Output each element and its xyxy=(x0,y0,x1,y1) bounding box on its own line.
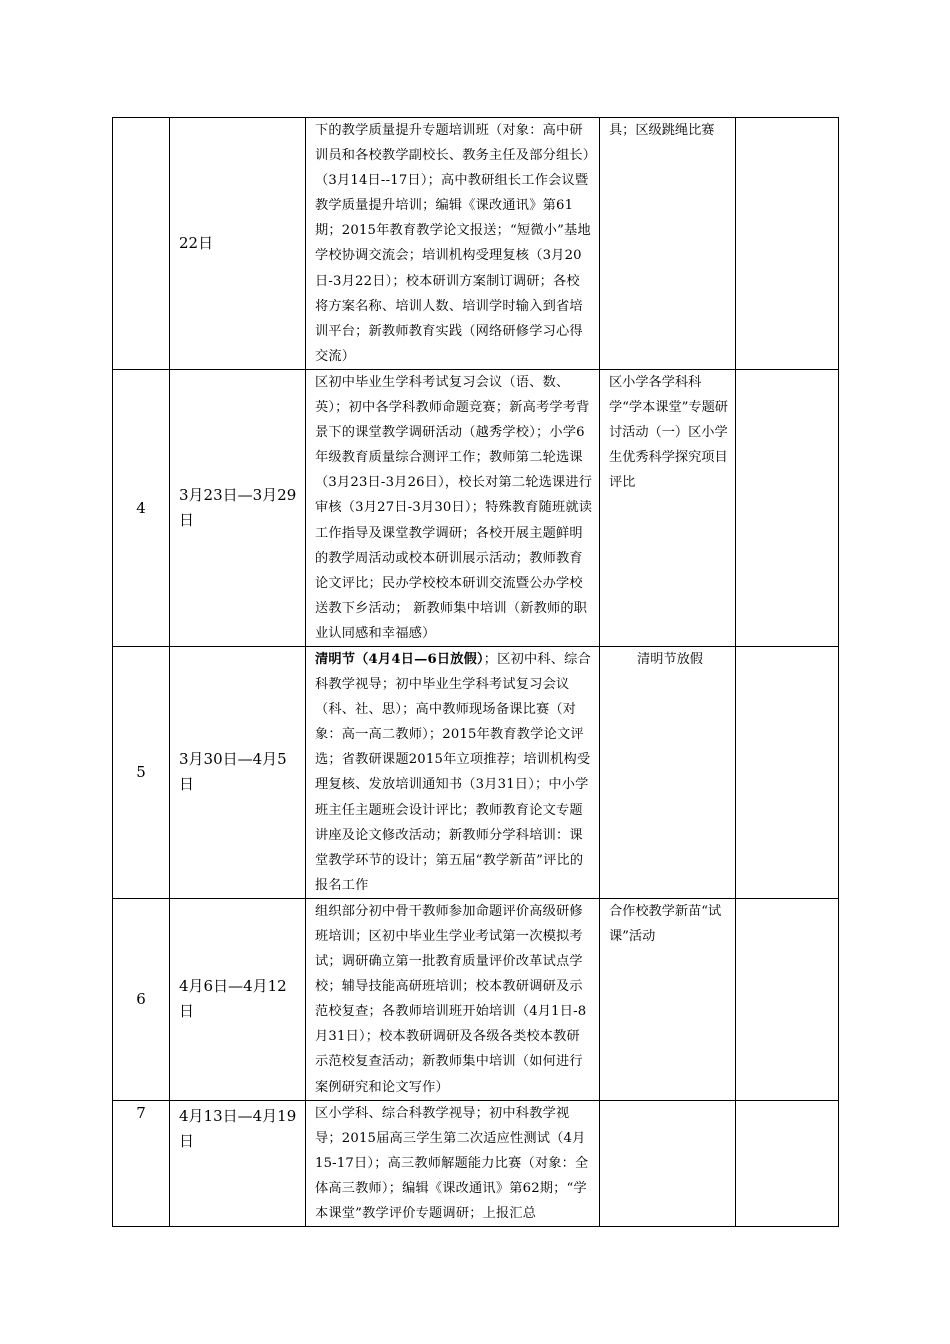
holiday-notice: 清明节（4月4日—6日放假） xyxy=(315,651,484,667)
date-cell: 4月6日—4月12日 xyxy=(170,898,306,1100)
note-cell xyxy=(736,646,839,898)
note-cell xyxy=(736,1100,839,1226)
date-cell: 3月30日—4月5日 xyxy=(170,646,306,898)
table-row xyxy=(113,369,839,646)
date-cell: 22日 xyxy=(170,118,306,370)
week-cell: 6 xyxy=(113,898,170,1100)
table-row xyxy=(113,118,839,370)
tasks-cell: 下的教学质量提升专题培训班（对象：高中研训员和各校教学副校长、教务主任及部分组长）（3月14日--17日）；高中教研组长工作会议暨教学质量提升培训；编辑《课改通讯》第61期；2015年教育教学论文报送；“短微小”基地学校协调交流会；培训机构受理复核（3月20日-3月22日）；校本研训方案制订调研；各校将方案名称、培训人数、培训学时输入到省培训平台；新教师教育实践（网络研修学习心得交流） xyxy=(306,118,600,370)
week-cell: 7 xyxy=(113,1100,170,1226)
table-row xyxy=(113,646,839,898)
date-cell: 4月13日—4月19日 xyxy=(170,1100,306,1226)
date-cell: 3月23日—3月29日 xyxy=(170,369,306,646)
activity-cell: 具；区级跳绳比赛 xyxy=(600,118,736,370)
table-row xyxy=(113,898,839,1100)
tasks-cell: 组织部分初中骨干教师参加命题评价高级研修班培训；区初中毕业生学业考试第一次模拟考试；调研确立第一批教育质量评价改革试点学校；辅导技能高研班培训；校本教研调研及示范校复查；各教师培训班开始培训（4月1日-8月31日）；校本教研调研及各级各类校本教研示范校复查活动；新教师集中培训（如何进行案例研究和论文写作） xyxy=(306,898,600,1100)
tasks-cell xyxy=(306,646,600,898)
schedule-table xyxy=(112,117,839,1227)
note-cell xyxy=(736,118,839,370)
activity-cell: 合作校教学新苗“试课”活动 xyxy=(600,898,736,1100)
week-cell: 5 xyxy=(113,646,170,898)
note-cell xyxy=(736,898,839,1100)
tasks-cell: 区初中毕业生学科考试复习会议（语、数、英）；初中各学科教师命题竞赛；新高考学考背景下的课堂教学调研活动（越秀学校）；小学6年级教育质量综合测评工作；教师第二轮选课（3月23日-3月26日），校长对第二轮选课进行审核（3月27日-3月30日）；特殊教育随班就读工作指导及课堂教学调研；各校开展主题鲜明的教学周活动或校本研训展示活动；教师教育论文评比；民办学校校本研训交流暨公办学校送教下乡活动； 新教师集中培训（新教师的职业认同感和幸福感） xyxy=(306,369,600,646)
tasks-text: ；区初中科、综合科教学视导；初中毕业生学科考试复习会议（科、社、思）；高中教师现场备课比赛（对象：高一高二教师）；2015年教育教学论文评选；省教研课题2015年立项推荐；培训机构受理复核、发放培训通知书（3月31日）；中小学班主任主题班会设计评比；教师教育论文专题讲座及论文修改活动；新教师分学科培训：课堂教学环节的设计；第五届“教学新苗”评比的报名工作 xyxy=(315,651,591,893)
table-row xyxy=(113,1100,839,1226)
tasks-cell: 区小学科、综合科教学视导；初中科教学视导；2015届高三学生第二次适应性测试（4月15-17日）；高三教师解题能力比赛（对象：全体高三教师）；编辑《课改通讯》第62期；“学本课堂”教学评价专题调研；上报汇总 xyxy=(306,1100,600,1226)
activity-cell xyxy=(600,1100,736,1226)
activity-cell: 清明节放假 xyxy=(600,646,736,898)
note-cell xyxy=(736,369,839,646)
activity-cell: 区小学各学科科学“学本课堂”专题研讨活动（一）区小学生优秀科学探究项目评比 xyxy=(600,369,736,646)
week-cell: 4 xyxy=(113,369,170,646)
week-cell xyxy=(113,118,170,370)
